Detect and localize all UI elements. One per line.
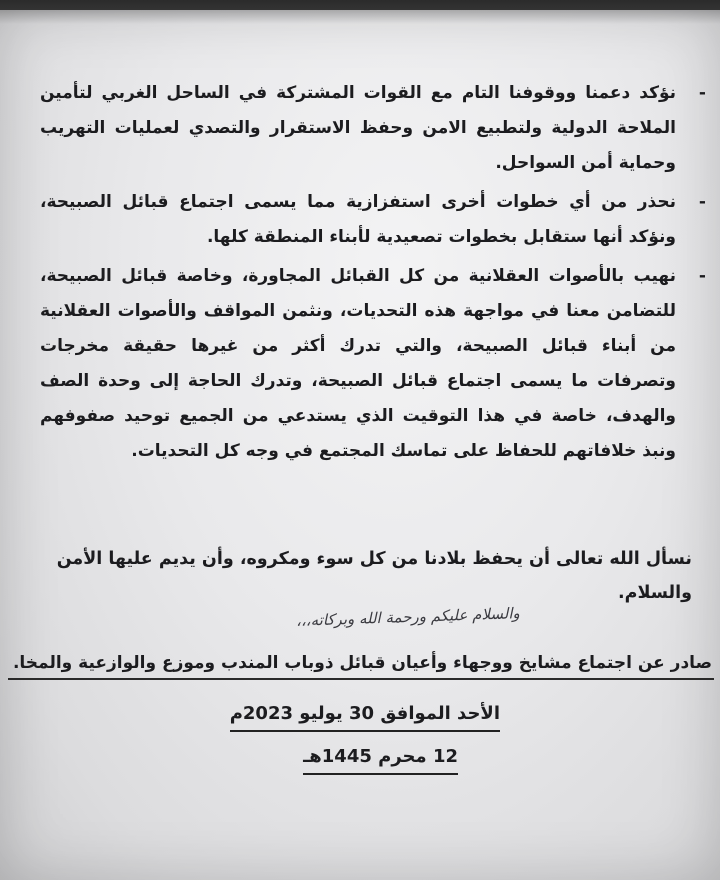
statement-list <box>40 76 706 473</box>
paragraph-text: نحذر من أي خطوات أخرى استفزازية مما يسمى اجتماع قبائل الصبيحة، ونؤكد أنها ستقابل بخطوات تصعيدية لأبناء المنطقة كلها. <box>40 192 676 247</box>
paragraph-text: نهيب بالأصوات العقلانية من كل القبائل المجاورة، وخاصة قبائل الصبيحة، للتضامن معنا في مواجهة هذه التحديات، ونثمن المواقف والأصوات العقلانية من أبناء قبائل الصبيحة، والتي تدرك أكثر من غيرها حقيقة مخرجات وتصرفات ما يسمى اجتماع قبائل الصبيحة، وتدرك الحاجة إلى وحدة الصف والهدف، خاصة في هذا التوقيت الذي يستدعي من الجميع توحيد صفوفهم ونبذ خلافاتهم للحفاظ على تماسك المجتمع في وجه كل التحديات. <box>40 266 676 461</box>
document-page <box>0 10 720 880</box>
paragraph-text: نؤكد دعمنا ووقوفنا التام مع القوات المشتركة في الساحل الغربي لتأمين الملاحة الدولية ولتطبيع الامن وحفظ الاستقرار والتصدي لعمليات التهريب وحماية أمن السواحل. <box>40 83 676 173</box>
handwritten-greeting: والسلام عليكم ورحمة الله وبركاته،،، <box>296 604 521 630</box>
statement-paragraph-2 <box>40 185 706 255</box>
issuer-underline <box>8 678 714 680</box>
bullet-marker: - <box>698 192 706 212</box>
bullet-marker: - <box>698 83 706 103</box>
issuer-line: صادر عن اجتماع مشايخ ووجهاء وأعيان قبائل ذوباب المندب وموزع والوازعية والمخا. <box>12 653 712 673</box>
bullet-marker: - <box>698 266 706 286</box>
statement-paragraph-1 <box>40 76 706 181</box>
statement-paragraph-3 <box>40 259 706 469</box>
page-fold-shadow <box>0 10 720 24</box>
hijri-date: 12 محرم 1445هـ <box>303 743 458 775</box>
gregorian-date: الأحد الموافق 30 يوليو 2023م <box>230 700 500 732</box>
closing-prayer: نسأل الله تعالى أن يحفظ بلادنا من كل سوء ومكروه، وأن يديم عليها الأمن والسلام. <box>56 549 692 603</box>
